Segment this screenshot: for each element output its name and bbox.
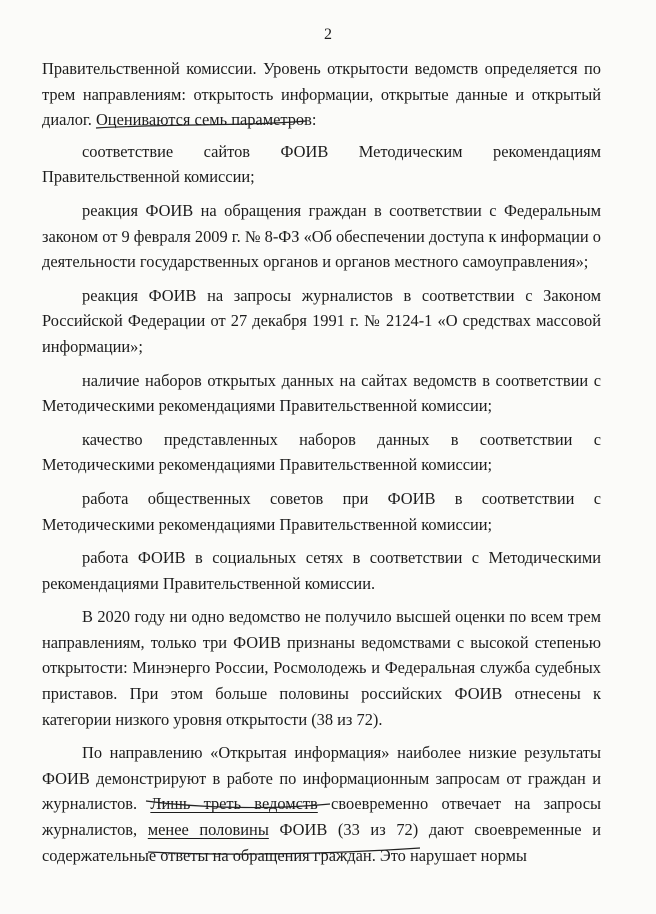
page-number: 2 — [324, 26, 332, 43]
list-item-data-quality: качество представленных наборов данных в соответствии с Методическими рекомендациями Правительственной комиссии; — [42, 429, 601, 475]
text-segment: своевременно отвечает на запросы журналистов, — [42, 794, 601, 840]
list-item-social-networks: работа ФОИВ в социальных сетях в соответствии с Методическими рекомендациями Правительственной комиссии. — [42, 548, 601, 593]
list-item-sites: соответствие сайтов ФОИВ Методическим рекомендациям Правительственной комиссии; — [42, 141, 601, 187]
document-body — [42, 56, 601, 868]
list-item-public-councils: работа общественных советов при ФОИВ в соответствии с Методическими рекомендациями Правительственной комиссии; — [42, 488, 601, 534]
paragraph-2020-results: В 2020 году ни одно ведомство не получило высшей оценки по всем трем направлениям, только три ФОИВ признаны ведомствами с высокой степенью открытости: Минэнерго России, Росмолодежь и Федеральная служба судебных приставов. При этом больше половины российских ФОИВ отнесены к категории низкого уровня открытости (38 из 72). — [42, 607, 601, 729]
list-item-journalist-requests: реакция ФОИВ на запросы журналистов в соответствии с Законом Российской Федерации от 27 декабря 1991 г. № 2124-1 «О средствах массовой информации»; — [42, 285, 601, 356]
paragraph-intro: Правительственной комиссии. Уровень открытости ведомств определяется по трем направлениям: открытость информации, открытые данные и открытый диалог. Оцениваются семь параметров: — [42, 59, 601, 130]
paragraph-open-information — [42, 740, 601, 868]
underlined-phrase: Лишь треть ведомств — [150, 794, 318, 814]
list-item-open-data: наличие наборов открытых данных на сайтах ведомств в соответствии с Методическими рекомендациями Правительственной комиссии; — [42, 370, 601, 416]
text-segment: По направлению «Открытая информация» наиболее низкие результаты ФОИВ демонстрируют в работе по информационным запросам от граждан и журналистов. — [42, 743, 601, 814]
list-item-citizen-requests: реакция ФОИВ на обращения граждан в соответствии с Федеральным законом от 9 февраля 2009 г. № 8-ФЗ «Об обеспечении доступа к информации о деятельности государственных органов и органов местного самоуправления»; — [42, 200, 601, 272]
underlined-phrase: менее половины — [147, 820, 269, 840]
text-segment: ФОИВ (33 из 72) дают своевременные и содержательные ответы на обращения граждан. Это нарушает нормы — [42, 820, 601, 865]
